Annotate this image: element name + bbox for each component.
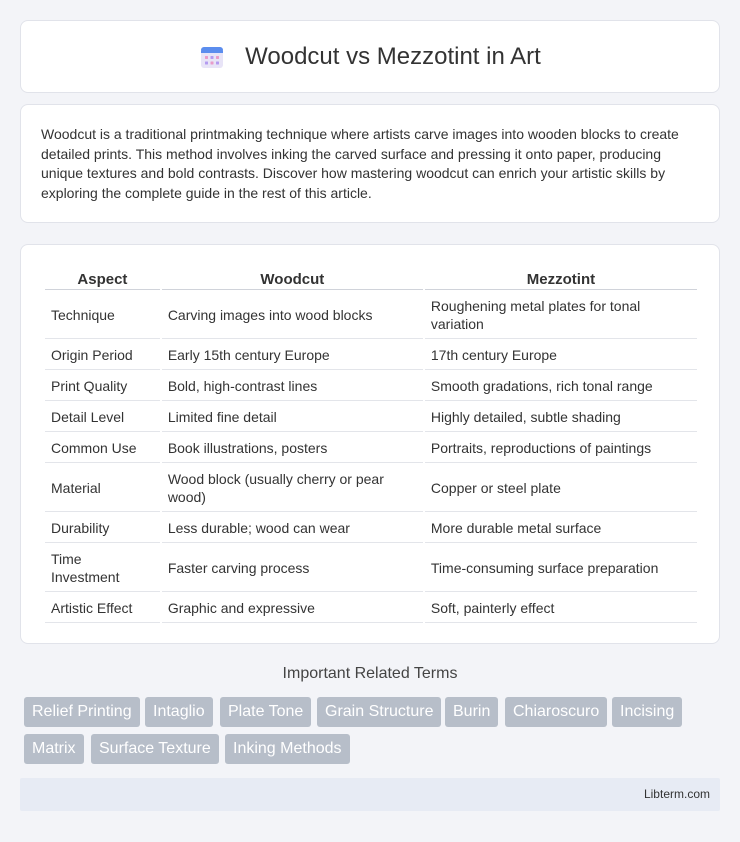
table-row: [45, 341, 697, 370]
footer-site-link[interactable]: Libterm.com: [643, 787, 710, 801]
cell-woodcut: Graphic and expressive: [162, 594, 423, 623]
cell-woodcut: Bold, high-contrast lines: [162, 372, 423, 401]
table-row: [45, 514, 697, 543]
cell-aspect: Detail Level: [45, 403, 160, 432]
tag-burin[interactable]: Burin: [445, 697, 498, 727]
cell-mezzotint: More durable metal surface: [425, 514, 697, 543]
tag-inking-methods[interactable]: Inking Methods: [225, 734, 350, 764]
cell-aspect: Time Investment: [45, 545, 160, 592]
tag-incising[interactable]: Incising: [612, 697, 682, 727]
cell-mezzotint: Time-consuming surface preparation: [425, 545, 697, 592]
footer: [20, 778, 720, 811]
cell-aspect: Technique: [45, 292, 160, 339]
cell-mezzotint: 17th century Europe: [425, 341, 697, 370]
tag-relief-printing[interactable]: Relief Printing: [24, 697, 140, 727]
cell-mezzotint: Smooth gradations, rich tonal range: [425, 372, 697, 401]
table-row: [45, 292, 697, 339]
cell-aspect: Print Quality: [45, 372, 160, 401]
table-row: [45, 594, 697, 623]
intro-card: [20, 104, 720, 223]
tag-grain-structure[interactable]: Grain Structure: [317, 697, 441, 727]
cell-woodcut: Faster carving process: [162, 545, 423, 592]
page-title: Woodcut vs Mezzotint in Art: [245, 42, 541, 70]
header-mezzotint: Mezzotint: [425, 267, 697, 290]
header-aspect: Aspect: [45, 267, 160, 290]
cell-aspect: Common Use: [45, 434, 160, 463]
cell-aspect: Material: [45, 465, 160, 512]
cell-mezzotint: Portraits, reproductions of paintings: [425, 434, 697, 463]
table-row: [45, 372, 697, 401]
cell-aspect: Artistic Effect: [45, 594, 160, 623]
tag-plate-tone[interactable]: Plate Tone: [220, 697, 311, 727]
tag-chiaroscuro[interactable]: Chiaroscuro: [505, 697, 607, 727]
calendar-icon: [199, 44, 225, 70]
header-card: [20, 20, 720, 93]
cell-woodcut: Carving images into wood blocks: [162, 292, 423, 339]
cell-woodcut: Wood block (usually cherry or pear wood): [162, 465, 423, 512]
table-row: [45, 545, 697, 592]
table-row: [45, 465, 697, 512]
table-header-row: [45, 267, 697, 290]
cell-mezzotint: Copper or steel plate: [425, 465, 697, 512]
cell-woodcut: Book illustrations, posters: [162, 434, 423, 463]
tag-matrix[interactable]: Matrix: [24, 734, 84, 764]
cell-mezzotint: Roughening metal plates for tonal variation: [425, 292, 697, 339]
cell-mezzotint: Soft, painterly effect: [425, 594, 697, 623]
header-woodcut: Woodcut: [162, 267, 423, 290]
cell-aspect: Durability: [45, 514, 160, 543]
title-wrap: [199, 43, 541, 71]
table-row: [45, 403, 697, 432]
intro-text: Woodcut is a traditional printmaking technique where artists carve images into wooden blocks to create detailed prints. This method involves inking the carved surface and pressing it onto paper, producing unique textures and bold contrasts. Discover how mastering woodcut can enrich your artistic skills by exploring the complete guide in the rest of this article.: [41, 126, 679, 201]
comparison-table: [43, 265, 699, 625]
cell-mezzotint: Highly detailed, subtle shading: [425, 403, 697, 432]
tag-intaglio[interactable]: Intaglio: [145, 697, 213, 727]
cell-woodcut: Limited fine detail: [162, 403, 423, 432]
table-row: [45, 434, 697, 463]
cell-woodcut: Less durable; wood can wear: [162, 514, 423, 543]
related-terms-title: Important Related Terms: [282, 665, 458, 682]
cell-aspect: Origin Period: [45, 341, 160, 370]
tag-surface-texture[interactable]: Surface Texture: [91, 734, 219, 764]
comparison-table-card: [20, 244, 720, 644]
cell-woodcut: Early 15th century Europe: [162, 341, 423, 370]
